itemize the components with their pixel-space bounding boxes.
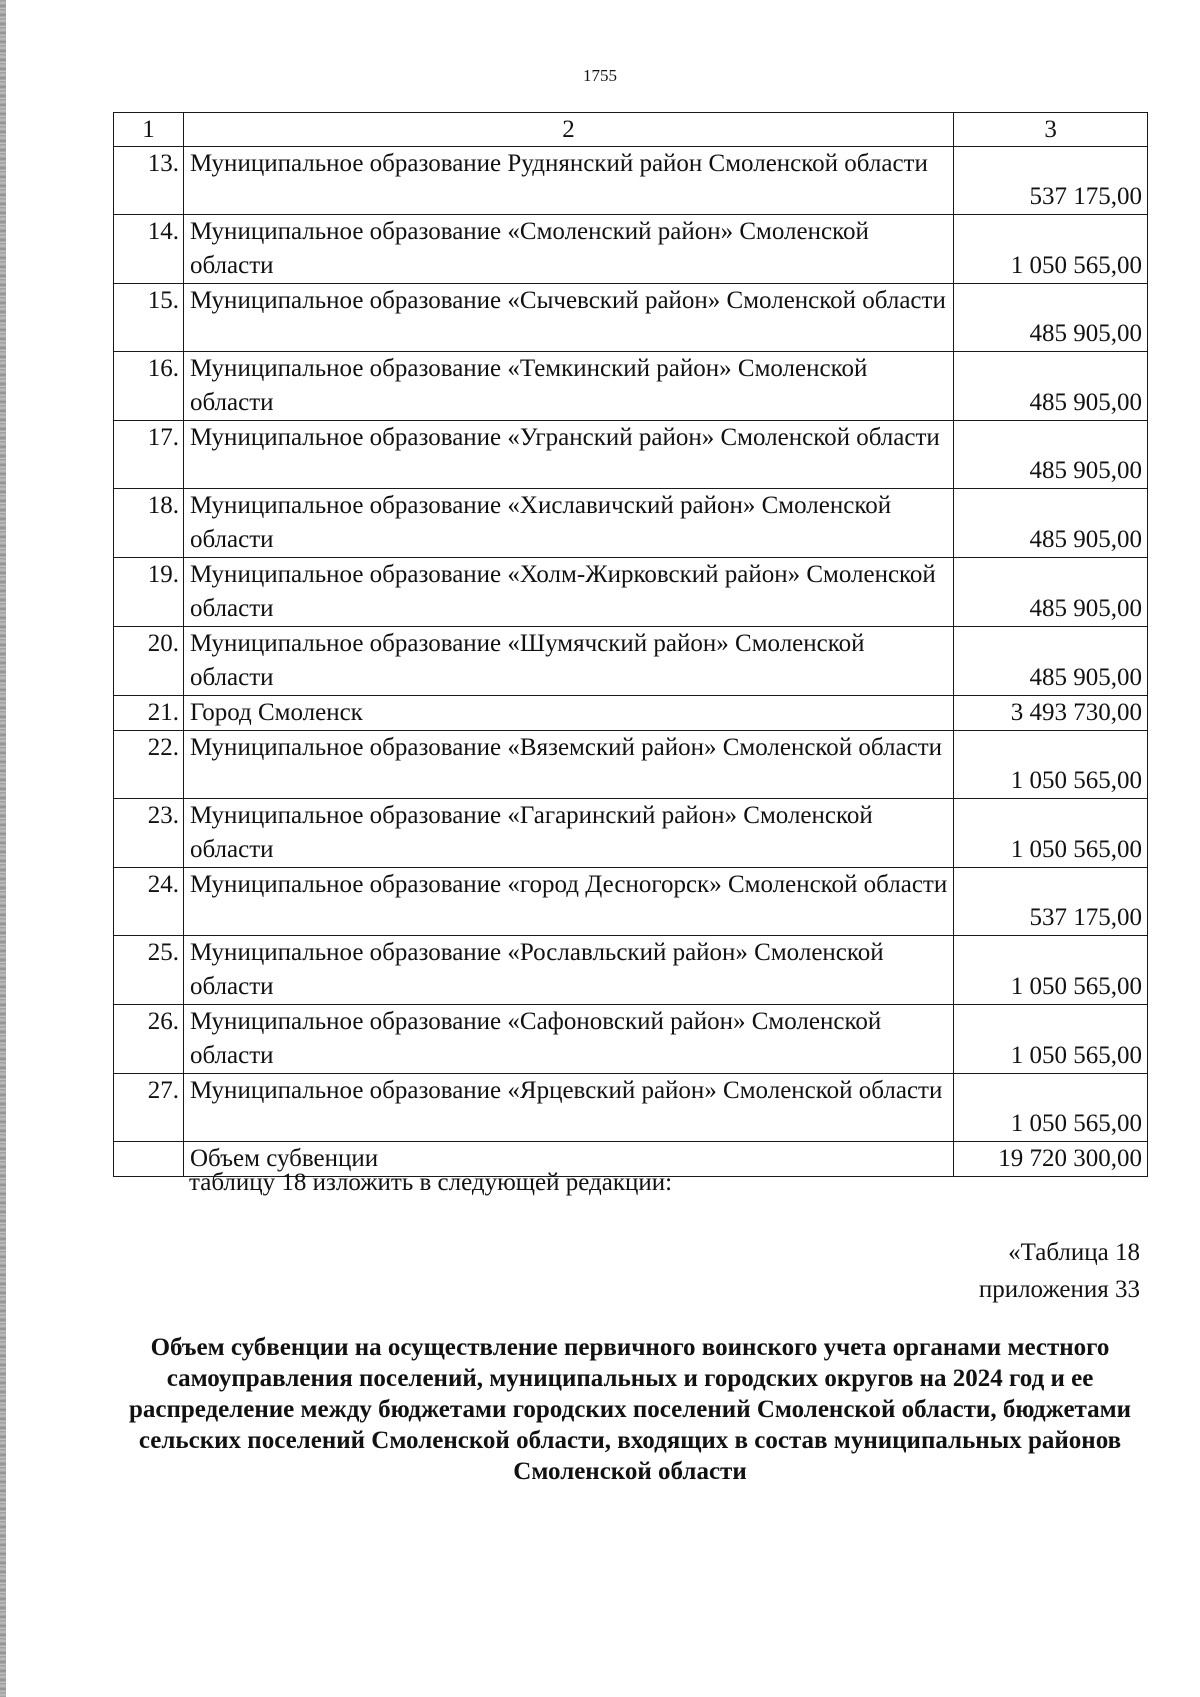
row-number: 21. <box>114 696 184 731</box>
table-row <box>114 731 1148 799</box>
row-number: 15. <box>114 284 184 352</box>
table-row <box>114 1074 1148 1142</box>
municipality-name: Муниципальное образование Руднянский район Смоленской области <box>183 147 953 215</box>
municipality-name: Муниципальное образование «Угранский район» Смоленской области <box>183 421 953 489</box>
header-col-1: 1 <box>114 113 184 147</box>
row-number: 14. <box>114 215 184 284</box>
municipality-name: Муниципальное образование «Темкинский район» Смоленской области <box>183 352 953 421</box>
subvention-amount: 1 050 565,00 <box>954 936 1148 1005</box>
scan-edge <box>0 0 6 1697</box>
table-reference-line-1: «Таблица 18 <box>1008 1239 1140 1266</box>
municipality-name: Муниципальное образование «Рославльский район» Смоленской области <box>183 936 953 1005</box>
table-row <box>114 696 1148 731</box>
subvention-amount: 1 050 565,00 <box>954 731 1148 799</box>
subvention-amount: 485 905,00 <box>954 352 1148 421</box>
table-row <box>114 936 1148 1005</box>
municipality-name: Муниципальное образование «Шумячский район» Смоленской области <box>183 627 953 696</box>
row-number: 24. <box>114 868 184 936</box>
section-title: Объем субвенции на осуществление первичного воинского учета органами местного самоуправления поселений, муниципальных и городских округов на 2024 год и ее распределение между бюджетами городских поселений Смоленской области, бюджетами сельских поселений Смоленской области, входящих в состав муниципальных районов Смоленской области <box>128 1334 1132 1485</box>
municipality-name: Муниципальное образование «Вяземский район» Смоленской области <box>183 731 953 799</box>
table-row <box>114 284 1148 352</box>
row-number: 17. <box>114 421 184 489</box>
subvention-amount: 485 905,00 <box>954 284 1148 352</box>
row-number: 19. <box>114 558 184 627</box>
table-header-row <box>114 113 1148 147</box>
table-row <box>114 627 1148 696</box>
subvention-amount: 1 050 565,00 <box>954 1074 1148 1142</box>
table-reference <box>979 1234 1140 1308</box>
table-row <box>114 558 1148 627</box>
header-col-2: 2 <box>183 113 953 147</box>
total-amount: 19 720 300,00 <box>954 1142 1148 1177</box>
row-number: 13. <box>114 147 184 215</box>
municipality-name: Муниципальное образование «Ярцевский район» Смоленской области <box>183 1074 953 1142</box>
municipality-name: Муниципальное образование «Сычевский район» Смоленской области <box>183 284 953 352</box>
table-row <box>114 421 1148 489</box>
subvention-amount: 485 905,00 <box>954 558 1148 627</box>
subvention-amount: 1 050 565,00 <box>954 215 1148 284</box>
row-number: 27. <box>114 1074 184 1142</box>
municipality-name: Муниципальное образование «Сафоновский район» Смоленской области <box>183 1005 953 1074</box>
municipality-name: Муниципальное образование «Хиславичский район» Смоленской области <box>183 489 953 558</box>
subvention-amount: 537 175,00 <box>954 868 1148 936</box>
subvention-table <box>113 112 1148 1177</box>
subvention-amount: 485 905,00 <box>954 627 1148 696</box>
row-number: 26. <box>114 1005 184 1074</box>
municipality-name: Муниципальное образование «город Десногорск» Смоленской области <box>183 868 953 936</box>
subvention-amount: 537 175,00 <box>954 147 1148 215</box>
subvention-amount: 3 493 730,00 <box>954 696 1148 731</box>
row-number: 20. <box>114 627 184 696</box>
header-col-3: 3 <box>954 113 1148 147</box>
total-label: Объем субвенции <box>183 1142 953 1177</box>
row-number: 25. <box>114 936 184 1005</box>
table-row <box>114 1005 1148 1074</box>
table-row <box>114 215 1148 284</box>
table-row <box>114 147 1148 215</box>
table-row <box>114 489 1148 558</box>
subvention-amount: 485 905,00 <box>954 421 1148 489</box>
subvention-amount: 1 050 565,00 <box>954 799 1148 868</box>
subvention-amount: 485 905,00 <box>954 489 1148 558</box>
total-number <box>114 1142 184 1177</box>
instruction-text: таблицу 18 изложить в следующей редакции: <box>189 1169 673 1196</box>
subvention-amount: 1 050 565,00 <box>954 1005 1148 1074</box>
page-number: 1755 <box>583 66 617 85</box>
row-number: 22. <box>114 731 184 799</box>
municipality-name: Город Смоленск <box>183 696 953 731</box>
table-reference-line-2: приложения 33 <box>978 1276 1140 1303</box>
municipality-name: Муниципальное образование «Смоленский район» Смоленской области <box>183 215 953 284</box>
row-number: 18. <box>114 489 184 558</box>
table-row <box>114 799 1148 868</box>
municipality-name: Муниципальное образование «Гагаринский район» Смоленской области <box>183 799 953 868</box>
table-row <box>114 352 1148 421</box>
table-row <box>114 868 1148 936</box>
municipality-name: Муниципальное образование «Холм-Жирковский район» Смоленской области <box>183 558 953 627</box>
row-number: 16. <box>114 352 184 421</box>
row-number: 23. <box>114 799 184 868</box>
